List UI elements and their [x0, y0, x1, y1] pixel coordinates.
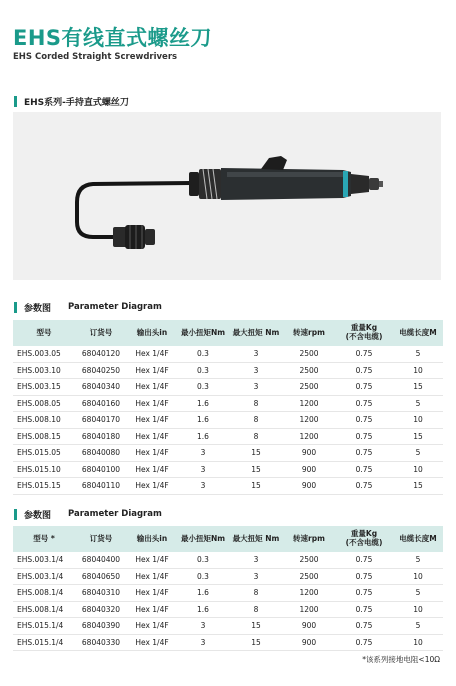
table-cell: EHS.015.10: [13, 461, 75, 478]
table-cell: Hex 1/4F: [127, 445, 177, 462]
table-cell: 3: [177, 445, 229, 462]
table-cell: 3: [177, 461, 229, 478]
table2-marker: [14, 509, 17, 520]
table-cell: 5: [393, 346, 443, 362]
table1-marker: [14, 302, 17, 313]
table1-heading: [14, 301, 442, 315]
table-cell: 68040330: [75, 634, 127, 651]
table-cell: 0.75: [335, 412, 393, 429]
table-cell: Hex 1/4F: [127, 395, 177, 412]
table-cell: 0.3: [177, 552, 229, 568]
table-cell: 8: [229, 585, 283, 602]
table-cell: EHS.003.1/4: [13, 568, 75, 585]
table-cell: 3: [229, 346, 283, 362]
table-cell: 1200: [283, 412, 335, 429]
table-cell: 0.75: [335, 461, 393, 478]
table-cell: 2500: [283, 379, 335, 396]
table-cell: 0.3: [177, 362, 229, 379]
table-row: [13, 362, 443, 379]
column-header: 电缆长度M: [393, 526, 443, 552]
table-cell: 1.6: [177, 412, 229, 429]
column-header: 订货号: [75, 320, 127, 346]
table-cell: EHS.008.1/4: [13, 585, 75, 602]
table-cell: 0.75: [335, 634, 393, 651]
table-cell: 0.75: [335, 478, 393, 495]
screwdriver-image: [13, 112, 441, 280]
table-row: [13, 618, 443, 635]
table-cell: 2500: [283, 568, 335, 585]
table-cell: 0.75: [335, 362, 393, 379]
table-cell: 68040250: [75, 362, 127, 379]
table-cell: 68040390: [75, 618, 127, 635]
column-header: 输出头in: [127, 320, 177, 346]
table-cell: Hex 1/4F: [127, 428, 177, 445]
table-cell: 900: [283, 445, 335, 462]
table-cell: 68040180: [75, 428, 127, 445]
table-cell: Hex 1/4F: [127, 478, 177, 495]
table-row: [13, 445, 443, 462]
table-cell: Hex 1/4F: [127, 552, 177, 568]
table-cell: 5: [393, 585, 443, 602]
table-cell: 68040320: [75, 601, 127, 618]
table-cell: 15: [229, 445, 283, 462]
table-cell: 2500: [283, 552, 335, 568]
section-marker: [14, 96, 17, 107]
table-cell: 15: [229, 634, 283, 651]
table-row: [13, 412, 443, 429]
column-header: 最小扭矩Nm: [177, 526, 229, 552]
table-cell: 68040310: [75, 585, 127, 602]
table-cell: 15: [229, 478, 283, 495]
table-cell: EHS.015.1/4: [13, 618, 75, 635]
table-cell: 10: [393, 461, 443, 478]
table-cell: 2500: [283, 346, 335, 362]
footnote: *该系列接地电阻<10Ω: [362, 655, 440, 664]
table-cell: EHS.008.15: [13, 428, 75, 445]
parameter-table-2: [13, 526, 443, 651]
table-cell: 3: [229, 568, 283, 585]
table-cell: 3: [177, 618, 229, 635]
table-cell: Hex 1/4F: [127, 585, 177, 602]
table-cell: 1200: [283, 601, 335, 618]
column-header: 电缆长度M: [393, 320, 443, 346]
table-cell: 15: [393, 379, 443, 396]
table-row: [13, 395, 443, 412]
table-cell: EHS.015.15: [13, 478, 75, 495]
table-cell: 8: [229, 601, 283, 618]
table-cell: 68040110: [75, 478, 127, 495]
table-cell: 15: [229, 618, 283, 635]
table-cell: 3: [177, 634, 229, 651]
table-row: [13, 346, 443, 362]
table2-label-en: Parameter Diagram: [68, 509, 162, 519]
table-cell: Hex 1/4F: [127, 568, 177, 585]
table-cell: EHS.003.15: [13, 379, 75, 396]
table-cell: EHS.008.05: [13, 395, 75, 412]
table-cell: 900: [283, 461, 335, 478]
table-cell: 3: [229, 379, 283, 396]
column-header: 订货号: [75, 526, 127, 552]
table2-heading: [14, 508, 442, 522]
table-cell: 1200: [283, 585, 335, 602]
table-cell: 1200: [283, 428, 335, 445]
column-header: 转速rpm: [283, 526, 335, 552]
table-cell: Hex 1/4F: [127, 461, 177, 478]
table-cell: 0.3: [177, 346, 229, 362]
table-cell: 3: [229, 362, 283, 379]
table-cell: Hex 1/4F: [127, 634, 177, 651]
table-cell: 0.75: [335, 445, 393, 462]
column-header: 输出头in: [127, 526, 177, 552]
table-cell: 8: [229, 412, 283, 429]
table-row: [13, 634, 443, 651]
table-cell: 8: [229, 395, 283, 412]
column-header: 型号 *: [13, 526, 75, 552]
table1-label-cn: 参数图: [24, 304, 52, 314]
table-cell: 0.75: [335, 379, 393, 396]
column-header: 最大扭矩 Nm: [229, 320, 283, 346]
table-cell: 1200: [283, 395, 335, 412]
product-photo: [13, 112, 441, 280]
table-header-row: [13, 526, 443, 552]
table-cell: Hex 1/4F: [127, 379, 177, 396]
column-header: 型号: [13, 320, 75, 346]
table-cell: 68040340: [75, 379, 127, 396]
section-label: EHS系列-手持直式螺丝刀: [24, 98, 129, 108]
table-cell: 10: [393, 568, 443, 585]
table-row: [13, 601, 443, 618]
table-cell: 2500: [283, 362, 335, 379]
table-cell: 0.75: [335, 585, 393, 602]
table-cell: 68040650: [75, 568, 127, 585]
table2-label-cn: 参数图: [24, 511, 52, 521]
table-cell: 68040400: [75, 552, 127, 568]
table-cell: 1.6: [177, 585, 229, 602]
table-row: [13, 585, 443, 602]
column-header: 重量Kg (不含电缆): [335, 526, 393, 552]
table-cell: EHS.003.1/4: [13, 552, 75, 568]
table-cell: EHS.003.10: [13, 362, 75, 379]
table-cell: 0.75: [335, 618, 393, 635]
table-cell: EHS.008.10: [13, 412, 75, 429]
table-cell: 10: [393, 362, 443, 379]
column-header: 重量Kg (不含电缆): [335, 320, 393, 346]
column-header: 最小扭矩Nm: [177, 320, 229, 346]
table-cell: 15: [229, 461, 283, 478]
table-cell: 5: [393, 395, 443, 412]
page-title: EHS有线直式螺丝刀: [13, 26, 213, 50]
table-row: [13, 461, 443, 478]
table-cell: 1.6: [177, 395, 229, 412]
parameter-table-1: [13, 320, 443, 495]
table-cell: EHS.015.1/4: [13, 634, 75, 651]
table-cell: 5: [393, 618, 443, 635]
table1-label-en: Parameter Diagram: [68, 302, 162, 312]
table-cell: 68040120: [75, 346, 127, 362]
table-cell: 0.75: [335, 552, 393, 568]
table-cell: 68040160: [75, 395, 127, 412]
table-cell: 68040100: [75, 461, 127, 478]
table-cell: 0.75: [335, 346, 393, 362]
table-cell: 10: [393, 601, 443, 618]
table-cell: 68040080: [75, 445, 127, 462]
table-cell: 0.3: [177, 568, 229, 585]
table-cell: Hex 1/4F: [127, 362, 177, 379]
column-header: 最大扭矩 Nm: [229, 526, 283, 552]
table-cell: 3: [177, 478, 229, 495]
table-cell: 68040170: [75, 412, 127, 429]
table-cell: 900: [283, 618, 335, 635]
table-cell: Hex 1/4F: [127, 618, 177, 635]
table-cell: Hex 1/4F: [127, 346, 177, 362]
table-cell: 15: [393, 428, 443, 445]
table-cell: 0.75: [335, 601, 393, 618]
table-cell: 8: [229, 428, 283, 445]
table-row: [13, 568, 443, 585]
table-cell: 0.75: [335, 568, 393, 585]
table-row: [13, 379, 443, 396]
table-cell: Hex 1/4F: [127, 601, 177, 618]
table-cell: Hex 1/4F: [127, 412, 177, 429]
table-row: [13, 428, 443, 445]
table-cell: 1.6: [177, 428, 229, 445]
column-header: 转速rpm: [283, 320, 335, 346]
table-cell: 5: [393, 445, 443, 462]
table-cell: 10: [393, 634, 443, 651]
table-cell: 900: [283, 478, 335, 495]
table-row: [13, 552, 443, 568]
table-cell: 900: [283, 634, 335, 651]
table-cell: EHS.003.05: [13, 346, 75, 362]
table-cell: 10: [393, 412, 443, 429]
table-cell: 0.75: [335, 428, 393, 445]
table-cell: 0.75: [335, 395, 393, 412]
table-cell: 5: [393, 552, 443, 568]
table-row: [13, 478, 443, 495]
page-subtitle: EHS Corded Straight Screwdrivers: [13, 52, 178, 62]
table-cell: 15: [393, 478, 443, 495]
table-header-row: [13, 320, 443, 346]
table-cell: 0.3: [177, 379, 229, 396]
table-cell: EHS.008.1/4: [13, 601, 75, 618]
section-heading: [14, 95, 442, 109]
table-cell: 3: [229, 552, 283, 568]
table-cell: 1.6: [177, 601, 229, 618]
table-cell: EHS.015.05: [13, 445, 75, 462]
